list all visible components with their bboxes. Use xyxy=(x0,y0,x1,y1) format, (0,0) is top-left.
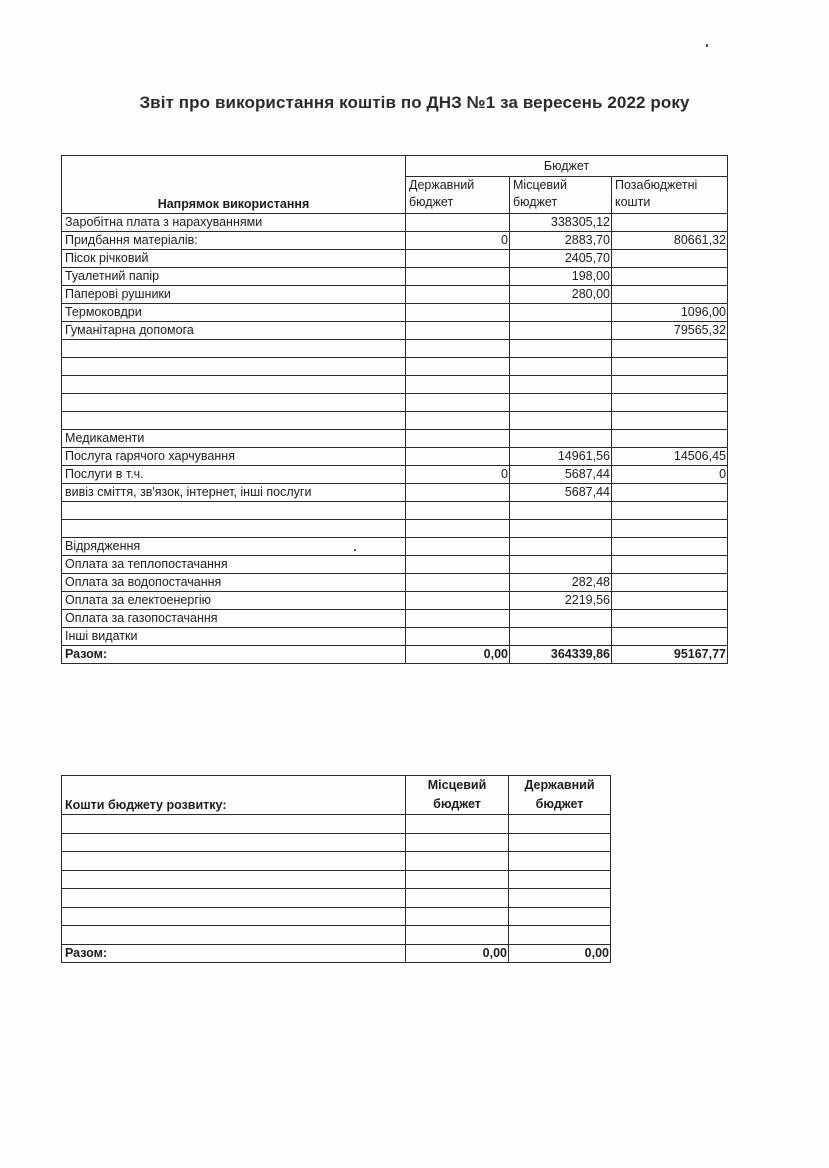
development-budget-table xyxy=(61,775,611,963)
state-budget-value xyxy=(406,556,510,574)
local-budget-header: Місцевий бюджет xyxy=(510,177,612,214)
extra-budget-value xyxy=(612,592,728,610)
table-row xyxy=(62,502,728,520)
local-budget-value xyxy=(510,556,612,574)
state-budget-value xyxy=(406,610,510,628)
local-budget-value xyxy=(510,628,612,646)
dev-label-header: Кошти бюджету розвитку: xyxy=(62,776,406,815)
state-budget-value xyxy=(509,833,611,852)
state-budget-value xyxy=(509,815,611,834)
row-label xyxy=(62,358,406,376)
row-label: Оплата за газопостачання xyxy=(62,610,406,628)
extra-budget-value xyxy=(612,628,728,646)
total-state: 0,00 xyxy=(406,646,510,664)
table-row xyxy=(62,358,728,376)
local-budget-value xyxy=(510,394,612,412)
table-header-row xyxy=(62,156,728,177)
dev-local-header: Місцевий бюджет xyxy=(406,776,509,815)
state-budget-value xyxy=(406,592,510,610)
state-budget-value xyxy=(406,502,510,520)
table-row xyxy=(62,538,728,556)
table-row xyxy=(62,907,611,926)
local-budget-value: 280,00 xyxy=(510,286,612,304)
row-label: Туалетний папір xyxy=(62,268,406,286)
row-label: Паперові рушники xyxy=(62,286,406,304)
row-label xyxy=(62,852,406,871)
extra-budget-value xyxy=(612,214,728,232)
dev-header-row xyxy=(62,776,611,815)
state-budget-value xyxy=(406,394,510,412)
local-budget-value: 198,00 xyxy=(510,268,612,286)
local-budget-value xyxy=(406,926,509,945)
row-label: Гуманітарна допомога xyxy=(62,322,406,340)
extra-budget-value xyxy=(612,394,728,412)
extra-budget-value xyxy=(612,538,728,556)
row-label xyxy=(62,926,406,945)
table-row xyxy=(62,466,728,484)
total-local: 0,00 xyxy=(406,944,509,963)
state-budget-value xyxy=(406,574,510,592)
extra-budget-value xyxy=(612,574,728,592)
row-label xyxy=(62,376,406,394)
local-budget-value xyxy=(510,340,612,358)
extra-budget-value xyxy=(612,268,728,286)
state-budget-value xyxy=(509,926,611,945)
table-row xyxy=(62,833,611,852)
local-budget-value: 2219,56 xyxy=(510,592,612,610)
table-row xyxy=(62,592,728,610)
extra-budget-value xyxy=(612,286,728,304)
state-budget-value xyxy=(406,268,510,286)
total-state: 0,00 xyxy=(509,944,611,963)
extra-budget-value xyxy=(612,250,728,268)
row-label: Оплата за водопостачання xyxy=(62,574,406,592)
extra-budget-value xyxy=(612,520,728,538)
table-row xyxy=(62,574,728,592)
local-budget-value xyxy=(510,520,612,538)
row-label: Відрядження xyxy=(62,538,406,556)
direction-header: Напрямок використання xyxy=(62,156,406,214)
extra-budget-value xyxy=(612,412,728,430)
row-label xyxy=(62,907,406,926)
table-row xyxy=(62,815,611,834)
state-budget-value xyxy=(406,430,510,448)
scan-speck xyxy=(354,549,356,551)
state-budget-value xyxy=(509,870,611,889)
extra-budget-value: 79565,32 xyxy=(612,322,728,340)
table-row xyxy=(62,610,728,628)
row-label: Послуга гарячого харчування xyxy=(62,448,406,466)
local-budget-value: 282,48 xyxy=(510,574,612,592)
row-label: вивіз сміття, зв'язок, інтернет, інші послуги xyxy=(62,484,406,502)
state-budget-value xyxy=(509,852,611,871)
table-row xyxy=(62,232,728,250)
extra-budget-value xyxy=(612,358,728,376)
extra-budget-value: 80661,32 xyxy=(612,232,728,250)
state-budget-value xyxy=(406,250,510,268)
state-budget-value xyxy=(509,889,611,908)
row-label: Оплата за теплопостачання xyxy=(62,556,406,574)
state-budget-value xyxy=(406,538,510,556)
dev-total-row xyxy=(62,944,611,963)
local-budget-value: 5687,44 xyxy=(510,466,612,484)
extra-budget-header: Позабюджетні кошти xyxy=(612,177,728,214)
state-budget-value xyxy=(406,376,510,394)
extra-budget-value xyxy=(612,376,728,394)
state-budget-value xyxy=(406,322,510,340)
total-extra: 95167,77 xyxy=(612,646,728,664)
table-row xyxy=(62,628,728,646)
local-budget-value xyxy=(510,322,612,340)
state-budget-value: 0 xyxy=(406,466,510,484)
local-budget-value xyxy=(406,815,509,834)
state-budget-value xyxy=(406,412,510,430)
local-budget-value: 2883,70 xyxy=(510,232,612,250)
table-row xyxy=(62,520,728,538)
extra-budget-value: 1096,00 xyxy=(612,304,728,322)
table-row xyxy=(62,322,728,340)
row-label xyxy=(62,889,406,908)
table-row xyxy=(62,304,728,322)
row-label: Заробітна плата з нарахуваннями xyxy=(62,214,406,232)
table-row xyxy=(62,286,728,304)
row-label xyxy=(62,394,406,412)
total-local: 364339,86 xyxy=(510,646,612,664)
row-label: Інші видатки xyxy=(62,628,406,646)
local-budget-value: 2405,70 xyxy=(510,250,612,268)
row-label xyxy=(62,340,406,358)
scan-speck xyxy=(706,44,708,47)
table-row xyxy=(62,870,611,889)
local-budget-value xyxy=(406,870,509,889)
extra-budget-value xyxy=(612,610,728,628)
row-label xyxy=(62,870,406,889)
extra-budget-value: 0 xyxy=(612,466,728,484)
extra-budget-value xyxy=(612,430,728,448)
row-label xyxy=(62,502,406,520)
table-row xyxy=(62,430,728,448)
expenditure-table xyxy=(61,155,728,664)
local-budget-value xyxy=(510,358,612,376)
local-budget-value xyxy=(510,430,612,448)
table-row xyxy=(62,250,728,268)
budget-header: Бюджет xyxy=(406,156,728,177)
state-budget-value xyxy=(406,340,510,358)
row-label: Оплата за електоенергію xyxy=(62,592,406,610)
table-row xyxy=(62,852,611,871)
dev-state-header: Державний бюджет xyxy=(509,776,611,815)
row-label: Пісок річковий xyxy=(62,250,406,268)
row-label: Послуги в т.ч. xyxy=(62,466,406,484)
extra-budget-value xyxy=(612,556,728,574)
local-budget-value xyxy=(510,304,612,322)
table-row xyxy=(62,926,611,945)
local-budget-value xyxy=(510,610,612,628)
extra-budget-value xyxy=(612,340,728,358)
local-budget-value xyxy=(406,907,509,926)
local-budget-value xyxy=(510,412,612,430)
state-budget-value xyxy=(406,520,510,538)
local-budget-value xyxy=(406,889,509,908)
table-row xyxy=(62,376,728,394)
table-row xyxy=(62,214,728,232)
local-budget-value xyxy=(510,502,612,520)
state-budget-value: 0 xyxy=(406,232,510,250)
state-budget-value xyxy=(406,448,510,466)
row-label: Медикаменти xyxy=(62,430,406,448)
report-title: Звіт про використання коштів по ДНЗ №1 за вересень 2022 року xyxy=(139,93,690,112)
table-row xyxy=(62,889,611,908)
table-row xyxy=(62,556,728,574)
total-label: Разом: xyxy=(62,646,406,664)
table-row xyxy=(62,448,728,466)
extra-budget-value xyxy=(612,502,728,520)
row-label: Термоковдри xyxy=(62,304,406,322)
table-row xyxy=(62,394,728,412)
state-budget-value xyxy=(406,358,510,376)
table-row xyxy=(62,340,728,358)
local-budget-value: 5687,44 xyxy=(510,484,612,502)
row-label: Придбання матеріалів: xyxy=(62,232,406,250)
local-budget-value xyxy=(510,538,612,556)
local-budget-value: 14961,56 xyxy=(510,448,612,466)
local-budget-value xyxy=(406,833,509,852)
row-label xyxy=(62,412,406,430)
state-budget-value xyxy=(509,907,611,926)
table-row xyxy=(62,412,728,430)
table-row xyxy=(62,484,728,502)
extra-budget-value: 14506,45 xyxy=(612,448,728,466)
state-budget-header: Державний бюджет xyxy=(406,177,510,214)
extra-budget-value xyxy=(612,484,728,502)
state-budget-value xyxy=(406,304,510,322)
total-row xyxy=(62,646,728,664)
local-budget-value xyxy=(510,376,612,394)
state-budget-value xyxy=(406,286,510,304)
state-budget-value xyxy=(406,214,510,232)
row-label xyxy=(62,815,406,834)
row-label xyxy=(62,833,406,852)
row-label xyxy=(62,520,406,538)
total-label: Разом: xyxy=(62,944,406,963)
state-budget-value xyxy=(406,484,510,502)
local-budget-value: 338305,12 xyxy=(510,214,612,232)
state-budget-value xyxy=(406,628,510,646)
local-budget-value xyxy=(406,852,509,871)
table-row xyxy=(62,268,728,286)
